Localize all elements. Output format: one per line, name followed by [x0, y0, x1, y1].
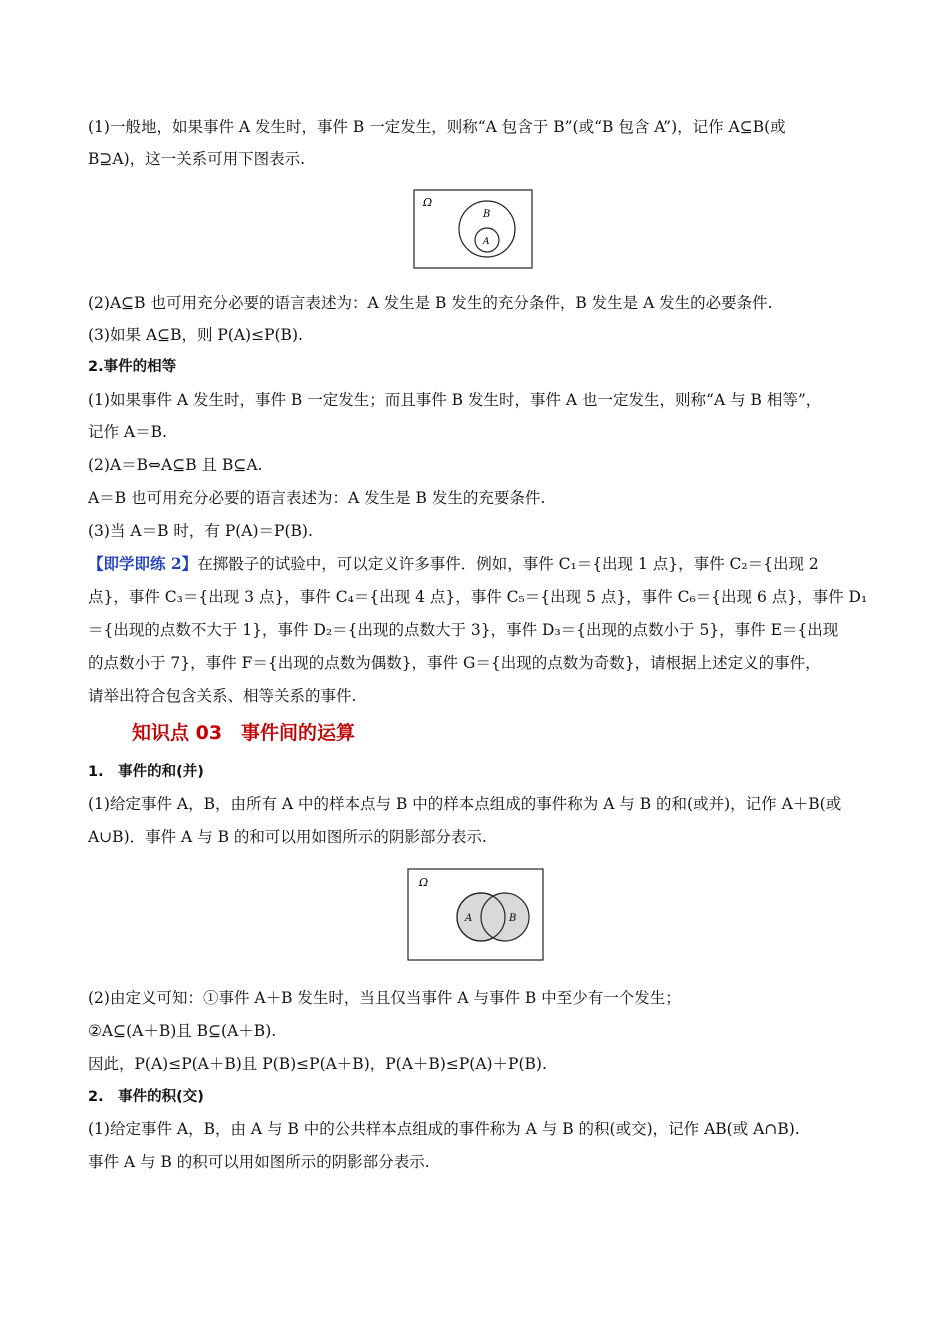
fig2-left-label: A [465, 913, 473, 924]
s4-para1b: 事件 A 与 B 的积可以用如图所示的阴影部分表示. [88, 1153, 430, 1171]
s1-para2: (2)A⊆B 也可用充分必要的语言表述为：A 发生是 B 发生的充分条件，B 发生是 A 发生的必要条件. [88, 294, 773, 312]
union-venn-diagram [407, 868, 545, 962]
s1-para1-line2: B⊇A)，这一关系可用下图表示. [88, 150, 306, 168]
knowledge-point-heading: 知识点 03 事件间的运算 [132, 722, 356, 744]
s4-title: 2. 事件的积(交) [88, 1089, 204, 1105]
s3-title: 1. 事件的和(并) [88, 764, 204, 780]
subset-venn-diagram [413, 189, 534, 270]
practice-line4: 的点数小于 7}，事件 F＝{出现的点数为偶数}，事件 G＝{出现的点数为奇数}，请根据上述定义的事件， [88, 654, 821, 672]
practice-line3: ＝{出现的点数不大于 1}，事件 D₂＝{出现的点数大于 3}，事件 D₃＝{出现的点数小于 5}，事件 E＝{出现 [88, 621, 839, 639]
s2-para1-line2: 记作 A＝B. [88, 423, 167, 441]
s3-para2c: 因此，P(A)≤P(A＋B)且 P(B)≤P(A＋B)，P(A＋B)≤P(A)＋P(B). [88, 1055, 547, 1073]
s1-para1-line1: (1)一般地，如果事件 A 发生时，事件 B 一定发生，则称“A 包含于 B”(或“B 包含 A”)，记作 A⊆B(或 [88, 118, 786, 136]
s3-para1-line2: A∪B)．事件 A 与 B 的和可以用如图所示的阴影部分表示. [88, 828, 487, 846]
s3-para2b: ②A⊆(A＋B)且 B⊆(A＋B). [88, 1022, 277, 1040]
practice-line5: 请举出符合包含关系、相等关系的事件. [88, 687, 357, 705]
practice-tag: 【即学即练 2】 [88, 554, 198, 573]
fig1-omega-label: Ω [423, 196, 433, 209]
fig2-right-label: B [509, 913, 517, 924]
s1-para3: (3)如果 A⊆B，则 P(A)≤P(B). [88, 326, 303, 344]
fig1-outer-label: B [483, 209, 491, 220]
fig2-omega-label: Ω [419, 876, 429, 889]
s2-para2: (2)A＝B⇔A⊆B 且 B⊆A. [88, 456, 263, 474]
s3-para1-line1: (1)给定事件 A，B，由所有 A 中的样本点与 B 中的样本点组成的事件称为 A 与 B 的和(或并)，记作 A＋B(或 [88, 795, 842, 813]
s2-para3: (3)当 A＝B 时，有 P(A)＝P(B). [88, 522, 313, 540]
s2-para1-line1: (1)如果事件 A 发生时，事件 B 一定发生；而且事件 B 发生时，事件 A 也一定发生，则称“A 与 B 相等”， [88, 391, 822, 409]
s3-para2: (2)由定义可知：①事件 A＋B 发生时，当且仅当事件 A 与事件 B 中至少有一个发生； [88, 989, 681, 1007]
practice-line1 [88, 553, 868, 575]
s2-para2b: A＝B 也可用充分必要的语言表述为：A 发生是 B 发生的充要条件. [88, 489, 546, 507]
s4-para1: (1)给定事件 A，B，由 A 与 B 中的公共样本点组成的事件称为 A 与 B 的积(或交)，记作 AB(或 A∩B). [88, 1120, 800, 1138]
fig1-inner-label: A [483, 237, 490, 247]
practice-line2: 点}，事件 C₃＝{出现 3 点}，事件 C₄＝{出现 4 点}，事件 C₅＝{出现 5 点}，事件 C₆＝{出现 6 点}，事件 D₁ [88, 588, 868, 606]
s2-title: 2.事件的相等 [88, 359, 177, 375]
practice-text-l1: 在掷骰子的试验中，可以定义许多事件．例如，事件 C₁＝{出现 1 点}，事件 C₂＝{出现 2 [197, 555, 819, 573]
